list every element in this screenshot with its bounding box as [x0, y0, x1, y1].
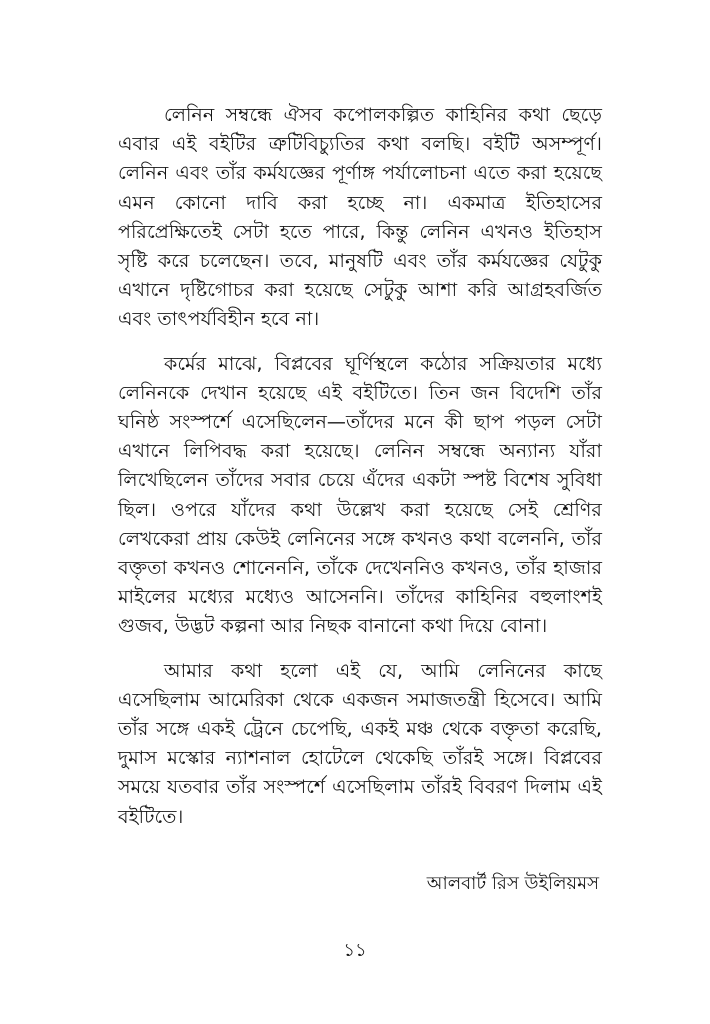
body-text [118, 101, 602, 832]
paragraph-3: আমার কথা হলো এই যে, আমি লেনিনের কাছে এসেছিলাম আমেরিকা থেকে একজন সমাজতন্ত্রী হিসেবে। আমি তাঁর সঙ্গে একই ট্রেনে চেপেছি, একই মঞ্চ থেকে বক্তৃতা করেছি, দুমাস মস্কোর ন্যাশনাল হোটেলে থেকেছি তাঁরই সঙ্গে। বিপ্লবের সময়ে যতবার তাঁর সংস্পর্শে এসেছিলাম তাঁরই বিবরণ দিলাম এই বইটিতে। [118, 659, 602, 828]
author-signature: আলবার্ট রিস উইলিয়মস [426, 873, 599, 894]
paragraph-1: লেনিন সম্বন্ধে ঐসব কপোলকল্পিত কাহিনির কথা ছেড়ে এবার এই বইটির ত্রুটিবিচ্যুতির কথা বলছি। বইটি অসম্পূর্ণ। লেনিন এবং তাঁর কর্মযজ্ঞের পূর্ণাঙ্গ পর্যালোচনা এতে করা হয়েছে এমন কোনো দাবি করা হচ্ছে না। একমাত্র ইতিহাসের পরিপ্রেক্ষিতেই সেটা হতে পারে, কিন্তু লেনিন এখনও ইতিহাস সৃষ্টি করে চলেছেন। তবে, মানুষটি এবং তাঁর কর্মযজ্ঞের যেটুকু এখানে দৃষ্টিগোচর করা হয়েছে সেটুকু আশা করি আগ্রহবর্জিত এবং তাৎপর্যবিহীন হবে না। [118, 104, 602, 331]
paragraph-2: কর্মের মাঝে, বিপ্লবের ঘূর্ণিস্থলে কঠোর সক্রিয়তার মধ্যে লেনিনকে দেখান হয়েছে এই বইটিতে। তিন জন বিদেশি তাঁর ঘনিষ্ঠ সংস্পর্শে এসেছিলেন—তাঁদের মনে কী ছাপ পড়ল সেটা এখানে লিপিবদ্ধ করা হয়েছে। লেনিন সম্বন্ধে অন্যান্য যাঁরা লিখেছিলেন তাঁদের সবার চেয়ে এঁদের একটা স্পষ্ট বিশেষ সুবিধা ছিল। ওপরে যাঁদের কথা উল্লেখ করা হয়েছে সেই শ্রেণির লেখকেরা প্রায় কেউই লেনিনের সঙ্গে কখনও কথা বলেননি, তাঁর বক্তৃতা কখনও শোনেননি, তাঁকে দেখেননিও কখনও, তাঁর হাজার মাইলের মধ্যের মধ্যেও আসেননি। তাঁদের কাহিনির বহুলাংশই গুজব, উদ্ভট কল্পনা আর নিছক বানানো কথা দিয়ে বোনা। [118, 352, 602, 638]
page-number: ১১ [343, 940, 367, 961]
